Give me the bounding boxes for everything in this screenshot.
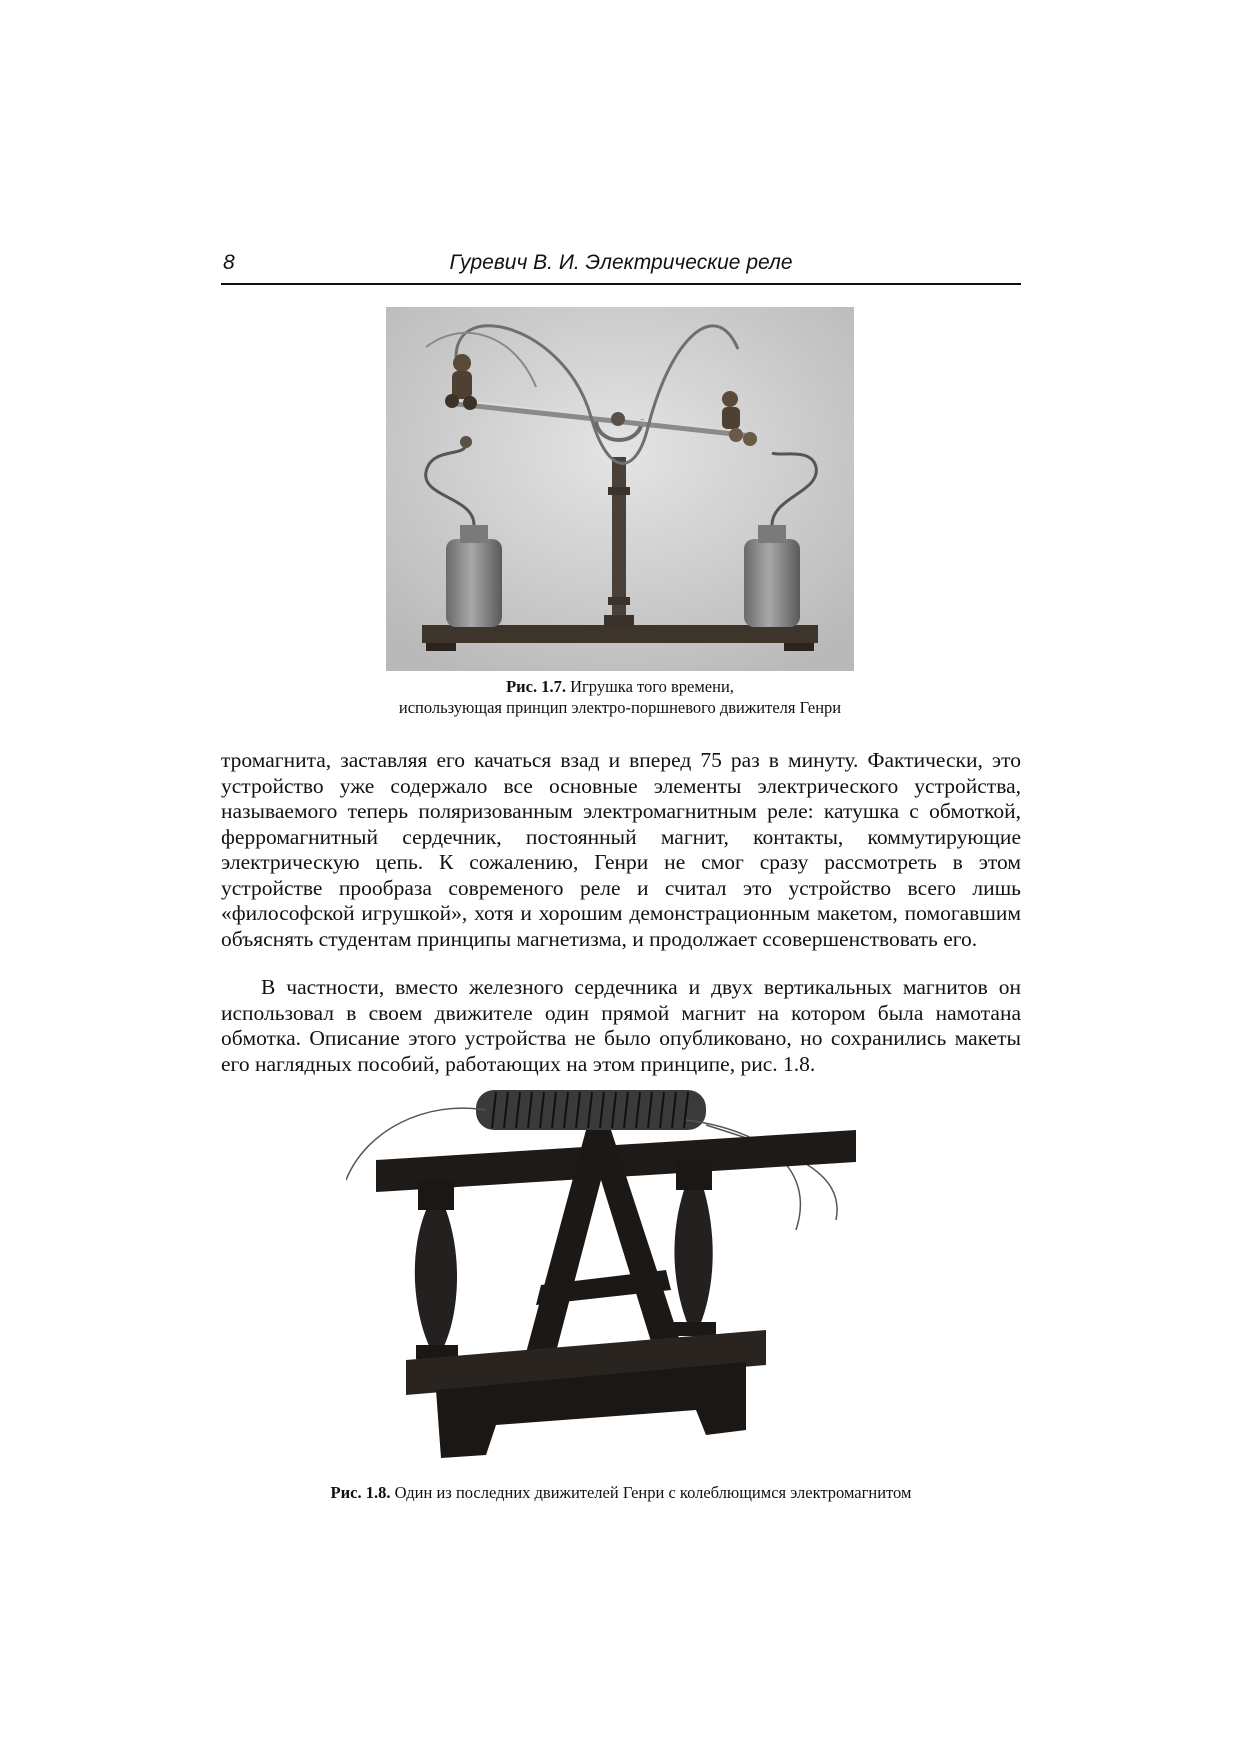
henry-toy-illustration <box>386 307 854 671</box>
right-jar <box>744 539 800 627</box>
page-header <box>221 249 1021 285</box>
henry-motor-illustration <box>346 1090 891 1470</box>
figure-1-photo <box>386 307 854 671</box>
running-title: Гуревич В. И. Электрические реле <box>449 251 793 274</box>
paragraph-2: В частности, вместо железного сердечника и двух вертикальных магнитов он использовал в своем движителе один прямой магнит на котором была намотана обмотка. Описание этого устройства не было опубликовано, но сохранились макеты его наглядных пособий, работающих на этом принципе, рис. 1.8. <box>221 975 1021 1076</box>
figure-1-caption-line-2: использующая принцип электро-поршневого движителя Генри <box>398 698 842 717</box>
figure-2-label: Рис. 1.8. <box>330 1483 391 1502</box>
figure-1-caption-line-1: Игрушка того времени, <box>570 677 734 696</box>
figure-1-caption <box>300 676 940 718</box>
left-pillar <box>415 1210 457 1350</box>
figure-2-photo <box>346 1090 891 1470</box>
right-pillar <box>674 1190 712 1325</box>
paragraph-1: тромагнита, заставляя его качаться взад и вперед 75 раз в минуту. Фактически, это устройство уже содержало все основные элементы электрического устройства, называемого теперь поляризованным электромагнитным реле: катушка с обмоткой, ферромагнитный сердечник, постоянный магнит, контакты, коммутирующие электрическую цепь. К сожалению, Генри не смог сразу рассмотреть в этом устройстве прообраза современого реле и считал это устройство всего лишь «философской игрушкой», хотя и хорошим демонстрационным макетом, помогавшим объяснять студентам принципы магнетизма, и продолжает ссовершенствовать его. <box>221 748 1021 951</box>
page-number: 8 <box>223 251 235 274</box>
figure-2-caption-text: Один из последних движителей Генри с колеблющимся электромагнитом <box>394 1483 912 1502</box>
coil <box>476 1090 706 1130</box>
figure-2-caption <box>221 1482 1021 1503</box>
left-jar <box>446 539 502 627</box>
figure-1-label: Рис. 1.7. <box>506 677 566 696</box>
wooden-base <box>422 625 818 643</box>
